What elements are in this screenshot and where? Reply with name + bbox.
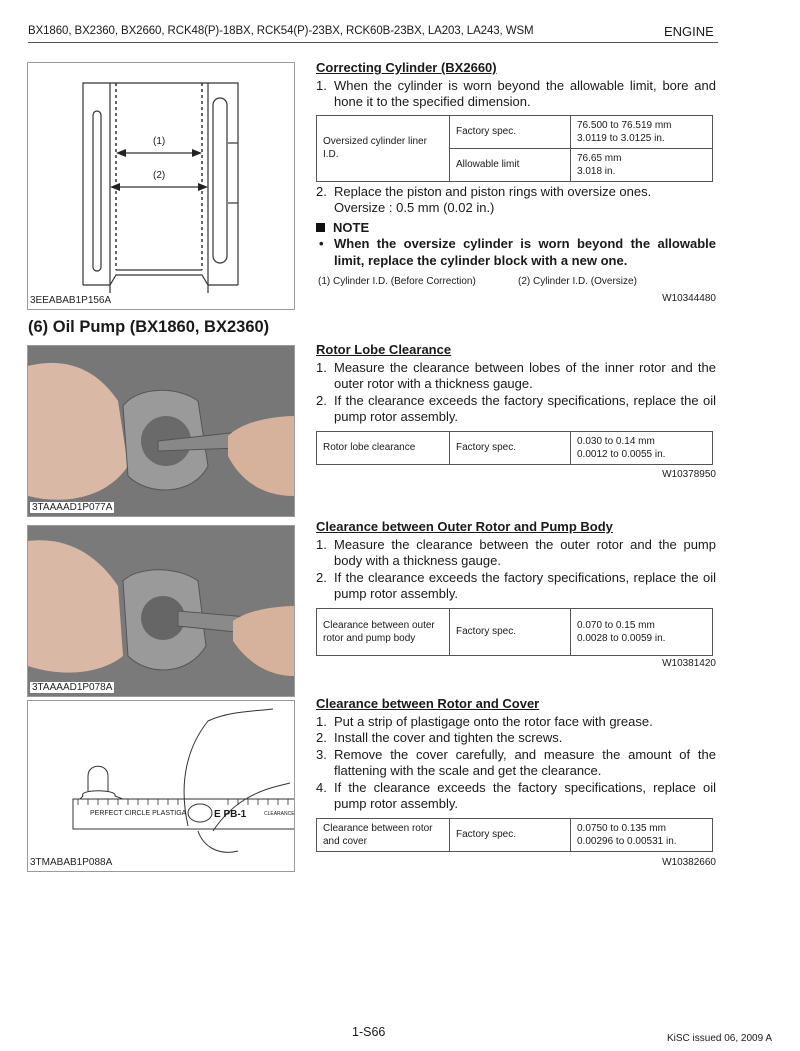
outer-rotor-spec-table — [316, 608, 713, 656]
plastigage-diagram — [27, 700, 295, 872]
rotor-cover-spec-table — [316, 818, 713, 852]
cylinder-drawing — [28, 63, 294, 309]
spec-type: Factory spec. — [450, 115, 571, 148]
rotor-lobe-section — [316, 342, 716, 465]
issue-info: KiSC issued 06, 2009 A — [667, 1033, 773, 1044]
step-3: 3. Remove the cover carefully, and measure the amount of the flattening with the scale and get the clearance. — [316, 746, 716, 778]
rotor-lobe-spec-table — [316, 431, 713, 465]
diagram-label-1: (1) — [153, 136, 166, 147]
figure-caption: 3TAAAAD1P077A — [32, 502, 113, 513]
step-4: 4. If the clearance exceeds the factory specifications, replace oil pump rotor assembly. — [316, 779, 716, 811]
rotor-cover-section — [316, 696, 716, 852]
spec-value-in: 3.018 in. — [577, 165, 616, 177]
document-code: W10344480 — [662, 293, 716, 304]
figure-caption: 3TAAAAD1P078A — [32, 682, 113, 693]
step-1: 1. When the cylinder is worn beyond the allowable limit, bore and hone it to the specified dimension. — [316, 77, 716, 109]
header-divider — [28, 42, 718, 43]
oil-pump-photo-image — [28, 346, 294, 516]
section-heading: Clearance between Outer Rotor and Pump Body — [316, 519, 613, 534]
step-1: 1. Put a strip of plastigage onto the rotor face with grease. — [316, 713, 653, 729]
note-square-icon — [316, 223, 325, 232]
spec-type: Allowable limit — [450, 148, 571, 181]
header-models: BX1860, BX2360, BX2660, RCK48(P)-18BX, RCK54(P)-23BX, RCK60B-23BX, LA203, LA243, WSM — [28, 25, 534, 37]
spec-item: Oversized cylinder liner I.D. — [317, 115, 450, 181]
step-1: 1. Measure the clearance between lobes of the inner rotor and the outer rotor with a thickness gauge. — [316, 359, 716, 391]
diagram-label-2: (2) — [153, 170, 166, 181]
step-2: 2. Install the cover and tighten the screws. — [316, 730, 563, 745]
note-bullet: • When the oversize cylinder is worn beyond the allowable limit, replace the cylinder block with a new one. — [316, 236, 716, 269]
section-heading: Rotor Lobe Clearance — [316, 342, 452, 357]
header-section: ENGINE — [664, 24, 714, 39]
figure-caption: 3TMABAB1P088A — [30, 857, 113, 868]
document-code: W10378950 — [662, 469, 716, 480]
spec-item: Clearance between rotor and cover — [317, 818, 450, 851]
bullet-icon: • — [319, 236, 324, 251]
section-heading: Correcting Cylinder (BX2660) — [316, 60, 497, 75]
spec-value-mm: 0.0750 to 0.135 mm — [577, 822, 666, 834]
plastigage-drawing — [28, 701, 294, 871]
ruler-label: PERFECT CIRCLE PLASTIGA — [90, 810, 187, 817]
document-code: W10382660 — [662, 857, 716, 868]
figure-caption: 3EEABAB1P156A — [30, 295, 112, 306]
ruler-model-label: E PB-1 — [214, 809, 247, 820]
step-2: 2. If the clearance exceeds the factory specifications, replace the oil pump rotor assembly. — [316, 569, 716, 601]
page-number: 1-S66 — [352, 1025, 386, 1039]
rotor-lobe-photo — [27, 345, 295, 517]
spec-item: Rotor lobe clearance — [317, 431, 450, 464]
outer-rotor-photo — [27, 525, 295, 697]
step-1: 1. Measure the clearance between the outer rotor and the pump body with a thickness gauge. — [316, 536, 716, 568]
section-heading: Clearance between Rotor and Cover — [316, 696, 540, 711]
cylinder-diagram — [27, 62, 295, 310]
note-heading: NOTE — [316, 220, 716, 237]
outer-rotor-section — [316, 519, 716, 656]
document-code: W10381420 — [662, 658, 716, 669]
spec-value-in: 0.0012 to 0.0055 in. — [577, 448, 666, 460]
cylinder-spec-table — [316, 115, 713, 182]
section-title: (6) Oil Pump (BX1860, BX2360) — [28, 318, 270, 336]
spec-type: Factory spec. — [450, 431, 571, 464]
correcting-cylinder-section — [316, 60, 716, 291]
spec-value-mm: 76.500 to 76.519 mm — [577, 119, 672, 131]
spec-value-mm: 76.65 mm — [577, 152, 622, 164]
spec-type: Factory spec. — [450, 608, 571, 655]
spec-value-mm: 0.070 to 0.15 mm — [577, 619, 655, 631]
spec-value-in: 3.0119 to 3.0125 in. — [577, 132, 665, 144]
spec-item: Clearance between outer rotor and pump body — [317, 608, 450, 655]
figure-legend: (1) Cylinder I.D. (Before Correction) (2) Cylinder I.D. (Oversize) — [318, 276, 637, 287]
step-2: 2. If the clearance exceeds the factory specifications, replace the oil pump rotor assembly. — [316, 392, 716, 424]
step-2: 2. Replace the piston and piston rings with oversize ones. Oversize : 0.5 mm (0.02 in.) — [316, 183, 652, 215]
spec-type: Factory spec. — [450, 818, 571, 851]
spec-value-in: 0.00296 to 0.00531 in. — [577, 835, 677, 847]
oil-pump-photo-image — [28, 526, 294, 696]
spec-value-in: 0.0028 to 0.0059 in. — [577, 632, 666, 644]
spec-value-mm: 0.030 to 0.14 mm — [577, 435, 655, 447]
ruler-clearance-label: CLEARANCE — [264, 811, 295, 817]
